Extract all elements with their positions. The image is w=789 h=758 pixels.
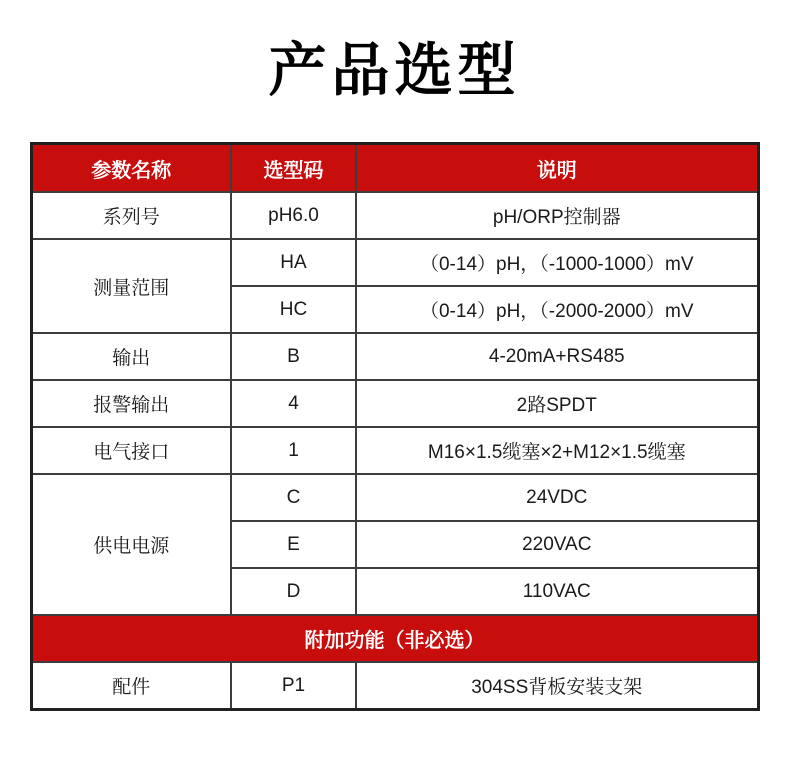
desc-cell: （0-14）pH，（-2000-2000）mV — [356, 286, 758, 333]
table-row-output — [31, 333, 758, 380]
param-cell: 供电电源 — [31, 474, 231, 615]
desc-cell: 4-20mA+RS485 — [356, 333, 758, 380]
desc-cell: （0-14）pH，（-1000-1000）mV — [356, 239, 758, 286]
desc-cell: M16×1.5缆塞×2+M12×1.5缆塞 — [356, 427, 758, 474]
code-cell: pH6.0 — [231, 192, 356, 239]
code-cell: C — [231, 474, 356, 521]
param-cell: 电气接口 — [31, 427, 231, 474]
desc-cell: pH/ORP控制器 — [356, 192, 758, 239]
table-banner-row — [31, 615, 758, 662]
code-cell: D — [231, 568, 356, 615]
param-cell: 配件 — [31, 662, 231, 710]
desc-cell: 24VDC — [356, 474, 758, 521]
header-cell-code: 选型码 — [231, 144, 356, 193]
header-cell-param: 参数名称 — [31, 144, 231, 193]
desc-cell: 304SS背板安装支架 — [356, 662, 758, 710]
table-row-electrical — [31, 427, 758, 474]
code-cell: 4 — [231, 380, 356, 427]
code-cell: 1 — [231, 427, 356, 474]
desc-cell: 220VAC — [356, 521, 758, 568]
table-row-power-c — [31, 474, 758, 521]
desc-cell: 2路SPDT — [356, 380, 758, 427]
code-cell: HC — [231, 286, 356, 333]
code-cell: B — [231, 333, 356, 380]
header-cell-desc: 说明 — [356, 144, 758, 193]
product-selection-table — [30, 142, 760, 711]
param-cell: 报警输出 — [31, 380, 231, 427]
code-cell: E — [231, 521, 356, 568]
table-row-accessory — [31, 662, 758, 710]
table-row-series — [31, 192, 758, 239]
page-title: 产品选型 — [268, 38, 521, 103]
param-cell: 测量范围 — [31, 239, 231, 333]
table-header-row — [31, 144, 758, 193]
param-cell: 系列号 — [31, 192, 231, 239]
code-cell: HA — [231, 239, 356, 286]
table-row-alarm — [31, 380, 758, 427]
banner-cell: 附加功能（非必选） — [31, 615, 758, 662]
code-cell: P1 — [231, 662, 356, 710]
param-cell: 输出 — [31, 333, 231, 380]
table-row-range-ha — [31, 239, 758, 286]
desc-cell: 110VAC — [356, 568, 758, 615]
